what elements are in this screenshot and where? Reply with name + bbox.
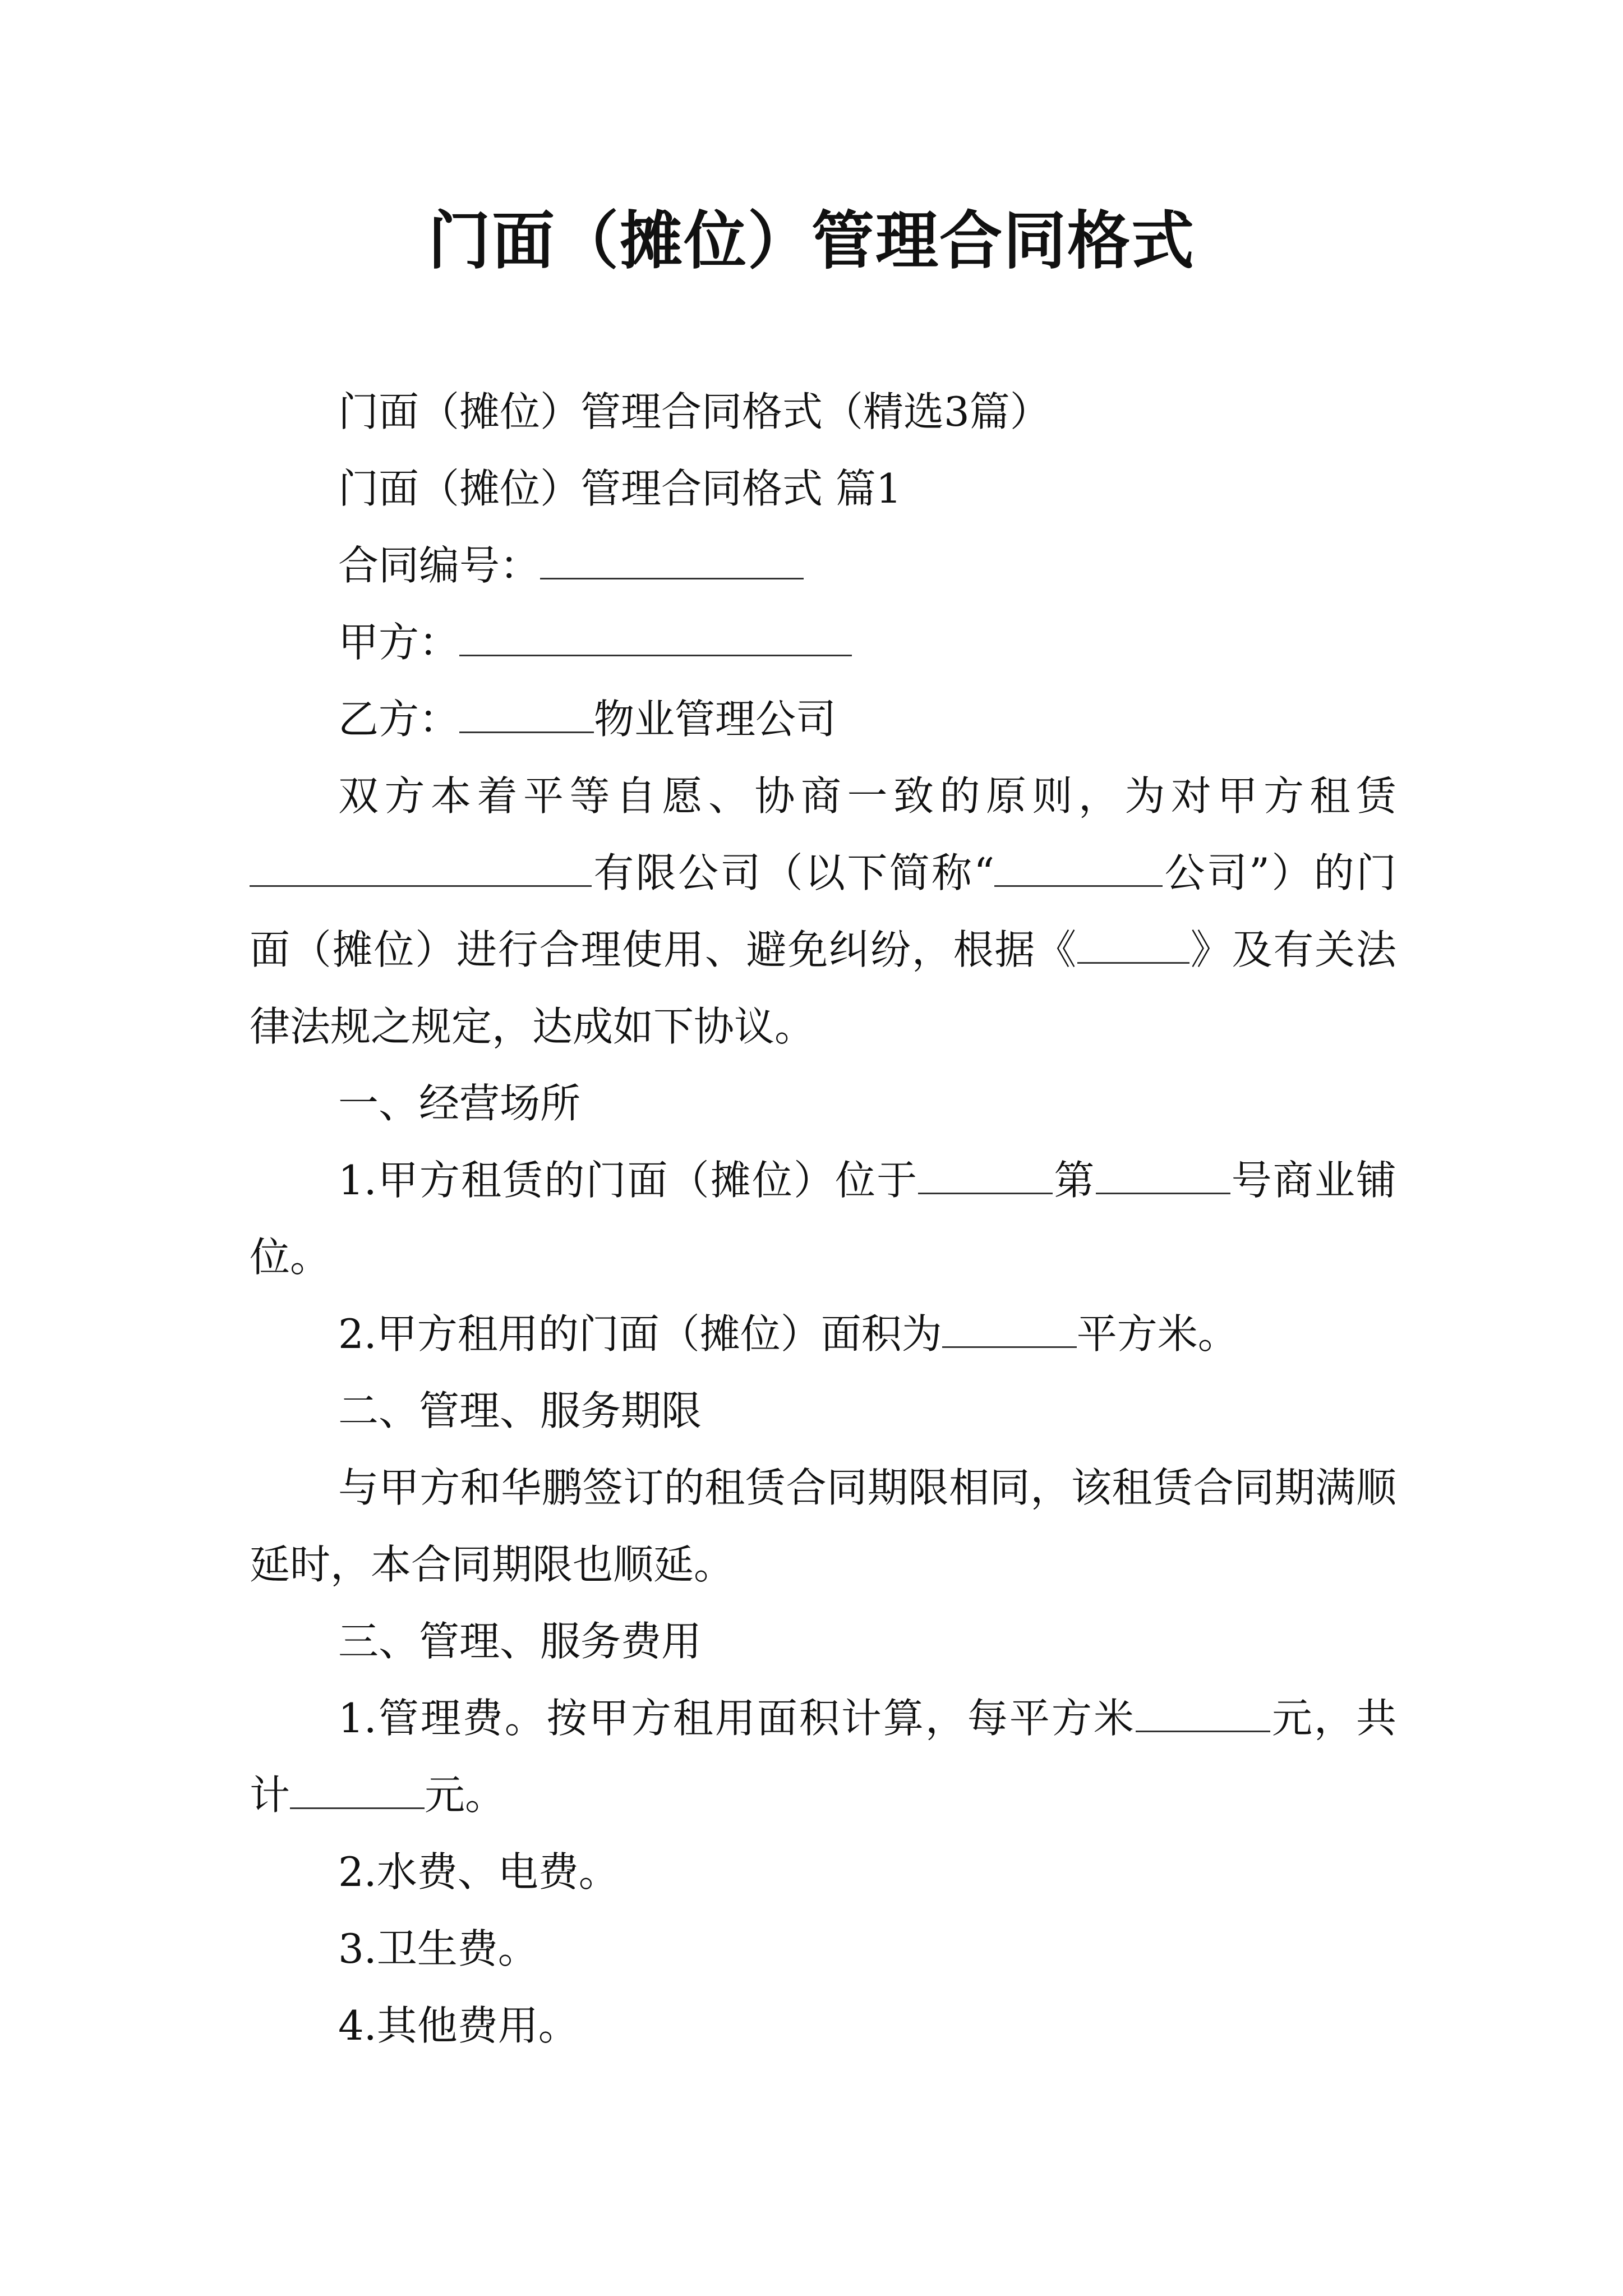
fee-total-blank xyxy=(290,1769,425,1809)
s1-item1-text-1: 1.甲方租赁的门面（摊位）位于 xyxy=(338,1157,919,1204)
party-b-line xyxy=(250,681,1396,758)
section-2-heading: 二、管理、服务期限 xyxy=(338,1387,702,1434)
contract-number-blank xyxy=(540,540,804,579)
contract-number-label: 合同编号： xyxy=(338,542,541,589)
party-a-label: 甲方： xyxy=(338,619,460,666)
s1-item2-text-1: 2.甲方租用的门面（摊位）面积为 xyxy=(338,1310,942,1358)
fee-per-sqm-blank xyxy=(1136,1692,1270,1732)
party-b-blank xyxy=(459,693,594,733)
section-1-heading: 一、经营场所 xyxy=(338,1080,581,1127)
contract-number-line xyxy=(250,527,1396,604)
section-3-item-2: 2.水费、电费。 xyxy=(338,1848,619,1895)
intro-paragraph xyxy=(250,758,1396,1065)
intro-text-4: 》及有关法律法规之规定，达成如下协议。 xyxy=(250,926,1396,1050)
section-3-item-4: 4.其他费用。 xyxy=(338,2002,579,2049)
area-blank xyxy=(942,1308,1077,1348)
section-2-body: 与甲方和华鹏签订的租赁合同期限相同，该租赁合同期满顺延时，本合同期限也顺延。 xyxy=(250,1464,1396,1588)
intro-text-3: 公司”）的门面（摊位）进行合理使用、避免纠纷，根据《 xyxy=(250,849,1396,973)
intro-text-1: 双方本着平等自愿、协商一致的原则，为对甲方租赁 xyxy=(338,772,1396,820)
intro-text-2: 有限公司（以下简称“ xyxy=(592,849,995,896)
document-body xyxy=(250,374,1396,2064)
section-3-item-3: 3.卫生费。 xyxy=(338,1925,538,1972)
article-heading: 门面（摊位）管理合同格式 篇1 xyxy=(338,465,902,512)
party-a-blank xyxy=(459,616,852,656)
party-b-label: 乙方： xyxy=(338,696,460,743)
lessor-company-blank xyxy=(250,847,592,887)
location-blank xyxy=(918,1154,1053,1194)
law-name-blank xyxy=(1077,924,1189,964)
section-1-item-1 xyxy=(250,1142,1396,1296)
section-1-item-2 xyxy=(250,1296,1396,1373)
party-a-line xyxy=(250,604,1396,681)
section-3-item-1 xyxy=(250,1680,1396,1834)
document-title: 门面（摊位）管理合同格式 xyxy=(428,205,1195,278)
section-3-heading: 三、管理、服务费用 xyxy=(338,1618,702,1665)
party-b-suffix: 物业管理公司 xyxy=(594,696,837,743)
s1-item1-text-3: 号商业铺位。 xyxy=(250,1157,1396,1281)
shop-number-blank xyxy=(1096,1154,1230,1194)
s1-item2-text-2: 平方米。 xyxy=(1076,1310,1238,1358)
subtitle: 门面（摊位）管理合同格式（精选3篇） xyxy=(338,388,1050,435)
s3-item1-text-1: 1.管理费。按甲方租用面积计算，每平方米 xyxy=(338,1695,1136,1742)
s3-item1-text-3: 元。 xyxy=(425,1772,506,1819)
s3-item1-text-2: 元，共计 xyxy=(250,1695,1396,1819)
company-short-name-blank xyxy=(994,847,1163,887)
s1-item1-text-2: 第 xyxy=(1053,1157,1096,1204)
